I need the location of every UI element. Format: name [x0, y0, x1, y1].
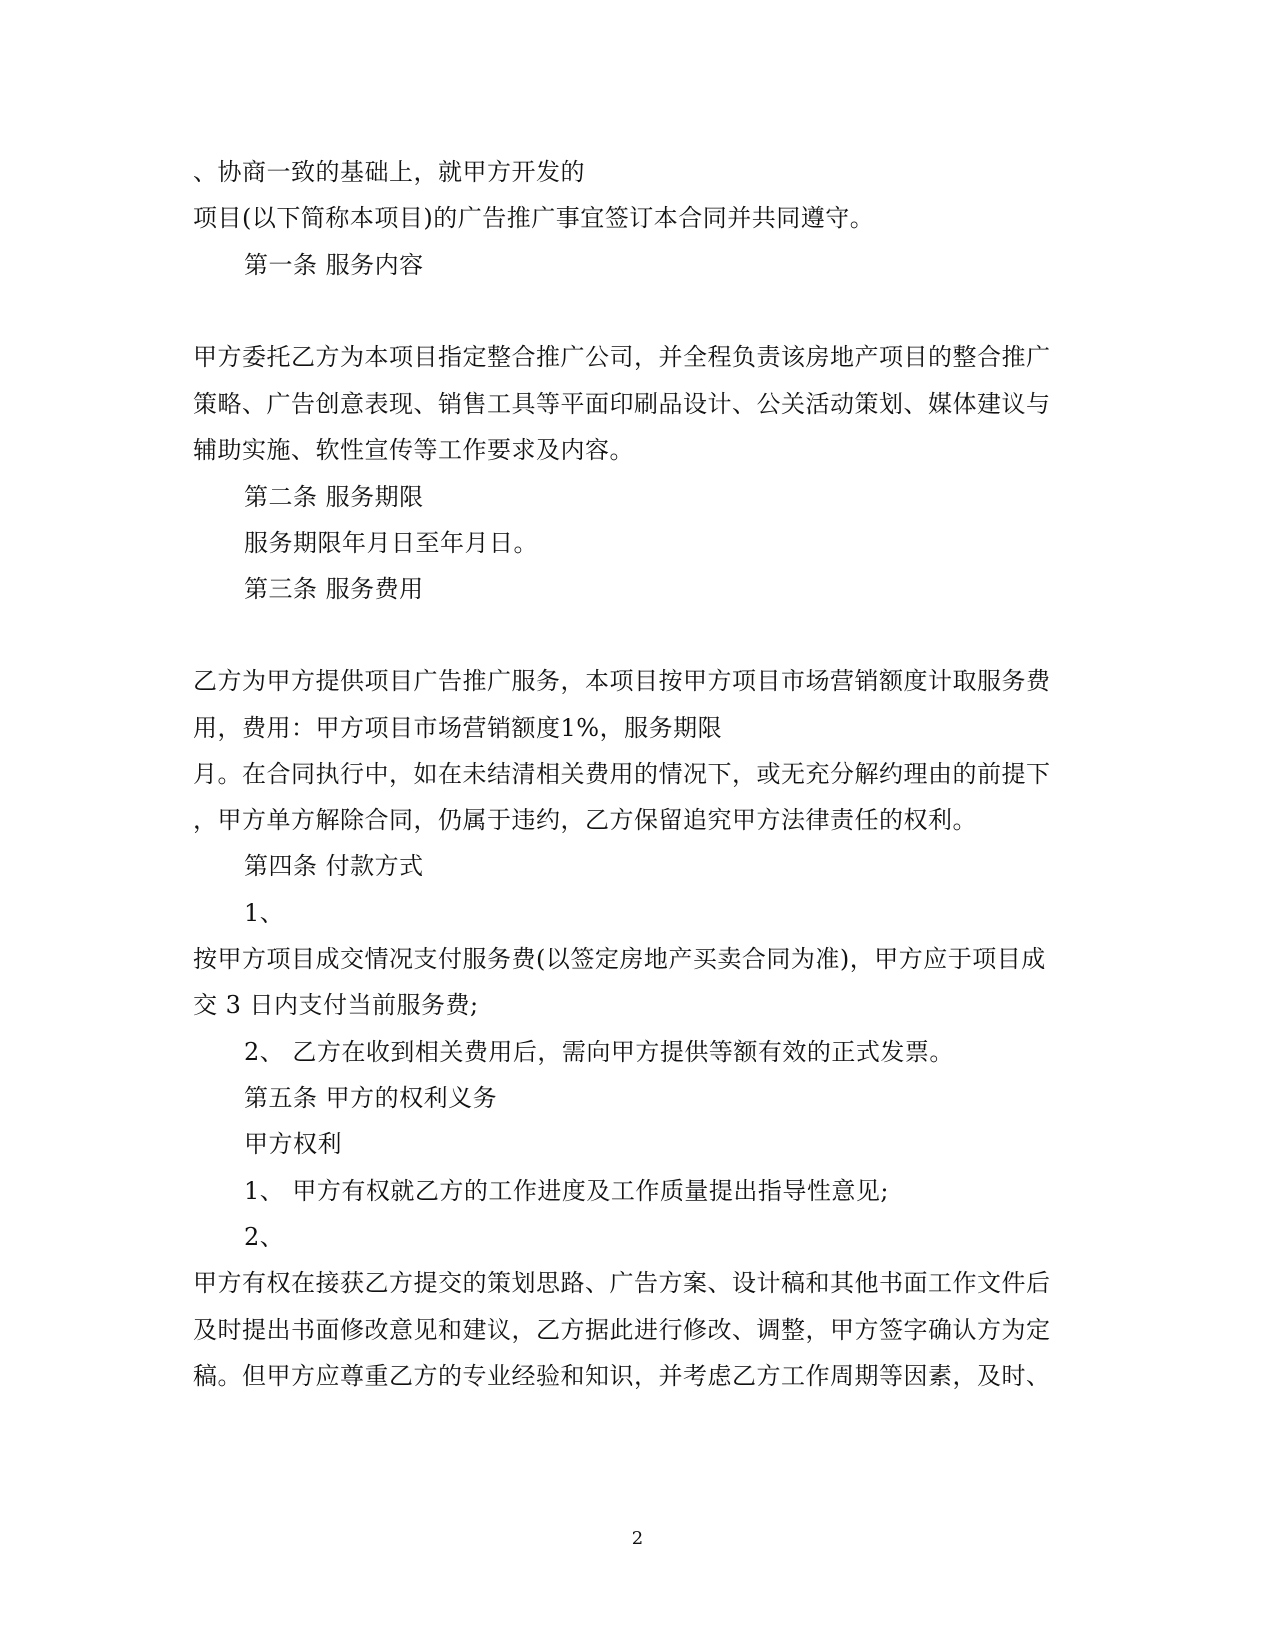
body-text-line: ，甲方单方解除合同，仍属于违约，乙方保留追究甲方法律责任的权利。 — [193, 806, 977, 834]
section-subheading: 甲方权利 — [244, 1130, 342, 1158]
article-heading: 第一条 服务内容 — [244, 251, 424, 279]
article-heading: 第四条 付款方式 — [244, 852, 424, 880]
list-item: 2、 乙方在收到相关费用后，需向甲方提供等额有效的正式发票。 — [244, 1038, 954, 1066]
page-number: 2 — [631, 1528, 644, 1549]
body-text-line: 乙方为甲方提供项目广告推广服务，本项目按甲方项目市场营销额度计取服务费 — [193, 667, 1051, 695]
article-heading: 第三条 服务费用 — [244, 575, 424, 603]
body-text-line: 服务期限年月日至年月日。 — [244, 529, 538, 557]
article-heading: 第五条 甲方的权利义务 — [244, 1084, 498, 1112]
article-heading: 第二条 服务期限 — [244, 483, 424, 511]
body-text-line: 项目(以下简称本项目)的广告推广事宜签订本合同并共同遵守。 — [193, 204, 875, 232]
body-text-line: 交 3 日内支付当前服务费; — [193, 991, 479, 1019]
body-text-line: 甲方委托乙方为本项目指定整合推广公司，并全程负责该房地产项目的整合推广 — [193, 343, 1051, 371]
body-text-line: 辅助实施、软性宣传等工作要求及内容。 — [193, 436, 634, 464]
list-number: 1、 — [244, 899, 285, 927]
body-text-line: 策略、广告创意表现、销售工具等平面印刷品设计、公关活动策划、媒体建议与 — [193, 390, 1051, 418]
body-text-line: 月。在合同执行中，如在未结清相关费用的情况下，或无充分解约理由的前提下 — [193, 760, 1051, 788]
body-text-line: 用，费用：甲方项目市场营销额度1%，服务期限 — [193, 714, 723, 742]
body-text-line: 及时提出书面修改意见和建议，乙方据此进行修改、调整，甲方签字确认方为定 — [193, 1316, 1051, 1344]
body-text-line: 甲方有权在接获乙方提交的策划思路、广告方案、设计稿和其他书面工作文件后 — [193, 1269, 1051, 1297]
list-number: 2、 — [244, 1223, 285, 1251]
body-text-line: 、协商一致的基础上，就甲方开发的 — [193, 158, 585, 186]
list-item: 1、 甲方有权就乙方的工作进度及工作质量提出指导性意见; — [244, 1177, 889, 1205]
body-text-line: 按甲方项目成交情况支付服务费(以签定房地产买卖合同为准)，甲方应于项目成 — [193, 945, 1046, 973]
body-text-line: 稿。但甲方应尊重乙方的专业经验和知识，并考虑乙方工作周期等因素，及时、 — [193, 1362, 1051, 1390]
